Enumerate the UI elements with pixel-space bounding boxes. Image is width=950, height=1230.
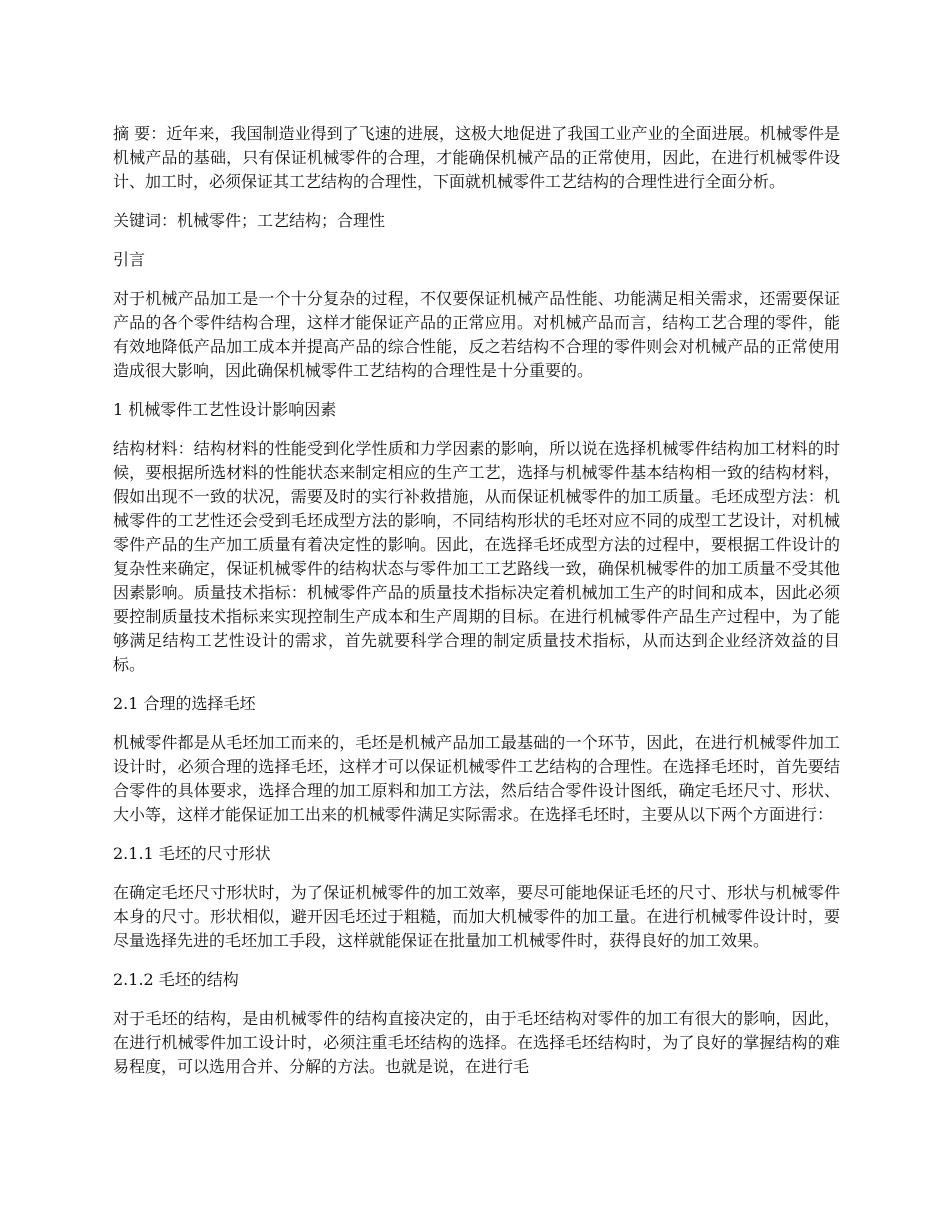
section-2-1-paragraph: 机械零件都是从毛坯加工而来的，毛坯是机械产品加工最基础的一个环节，因此，在进行机械零件加工设计时，必须合理的选择毛坯，这样才可以保证机械零件工艺结构的合理性。在选择毛坯时，首先要结合零件的具体要求，选择合理的加工原料和加工方法，然后结合零件设计图纸，确定毛坯尺寸、形状、大小等，这样才能保证加工出来的机械零件满足实际需求。在选择毛坯时，主要从以下两个方面进行： <box>113 733 840 824</box>
keywords-paragraph: 关键词：机械零件；工艺结构；合理性 <box>113 211 386 230</box>
section-1-paragraph: 结构材料：结构材料的性能受到化学性质和力学因素的影响，所以说在选择机械零件结构加工材料的时候，要根据所选材料的性能状态来制定相应的生产工艺，选择与机械零件基本结构相一致的结构材料，假如出现不一致的状况，需要及时的实行补救措施，从而保证机械零件的加工质量。毛坯成型方法：机械零件的工艺性还会受到毛坯成型方法的影响，不同结构形状的毛坯对应不同的成型工艺设计，对机械零件产品的生产加工质量有着决定性的影响。因此，在选择毛坯成型方法的过程中，要根据工件设计的复杂性来确定，保证机械零件的结构状态与零件加工工艺路线一致，确保机械零件的加工质量不受其他因素影响。质量技术指标：机械零件产品的质量技术指标决定着机械加工生产的时间和成本，因此必须要控制质量技术指标来实现控制生产成本和生产周期的目标。在进行机械零件产品生产过程中，为了能够满足结构工艺性设计的需求，首先就要科学合理的制定质量技术指标，从而达到企业经济效益的目标。 <box>113 439 840 674</box>
section-heading-2-1-2: 2.1.2 毛坯的结构 <box>113 970 239 989</box>
document-page <box>113 122 840 1094</box>
section-2-1-1-paragraph: 在确定毛坯尺寸形状时，为了保证机械零件的加工效率，要尽可能地保证毛坯的尺寸、形状与机械零件本身的尺寸。形状相似，避开因毛坯过于粗糙，而加大机械零件的加工量。在进行机械零件设计时，要尽量选择先进的毛坯加工手段，这样就能保证在批量加工机械零件时，获得良好的加工效果。 <box>113 883 840 950</box>
section-2-1-2-paragraph: 对于毛坯的结构，是由机械零件的结构直接决定的，由于毛坯结构对零件的加工有很大的影响，因此，在进行机械零件加工设计时，必须注重毛坯结构的选择。在选择毛坯结构时，为了良好的掌握结构的难易程度，可以选用合并、分解的方法。也就是说，在进行毛 <box>113 1009 840 1076</box>
section-heading-intro: 引言 <box>113 250 146 269</box>
abstract-paragraph: 摘 要：近年来，我国制造业得到了飞速的进展，这极大地促进了我国工业产业的全面进展。机械零件是机械产品的基础，只有保证机械零件的合理，才能确保机械产品的正常使用，因此，在进行机械零件设计、加工时，必须保证其工艺结构的合理性，下面就机械零件工艺结构的合理性进行全面分析。 <box>113 124 840 191</box>
section-heading-2-1-1: 2.1.1 毛坯的尺寸形状 <box>113 844 271 863</box>
intro-paragraph: 对于机械产品加工是一个十分复杂的过程，不仅要保证机械产品性能、功能满足相关需求，还需要保证产品的各个零件结构合理，这样才能保证产品的正常应用。对机械产品而言，结构工艺合理的零件，能有效地降低产品加工成本并提高产品的综合性能，反之若结构不合理的零件则会对机械产品的正常使用造成很大影响，因此确保机械零件工艺结构的合理性是十分重要的。 <box>113 289 840 380</box>
section-heading-1: 1 机械零件工艺性设计影响因素 <box>113 400 337 419</box>
section-heading-2-1: 2.1 合理的选择毛坯 <box>113 694 256 713</box>
